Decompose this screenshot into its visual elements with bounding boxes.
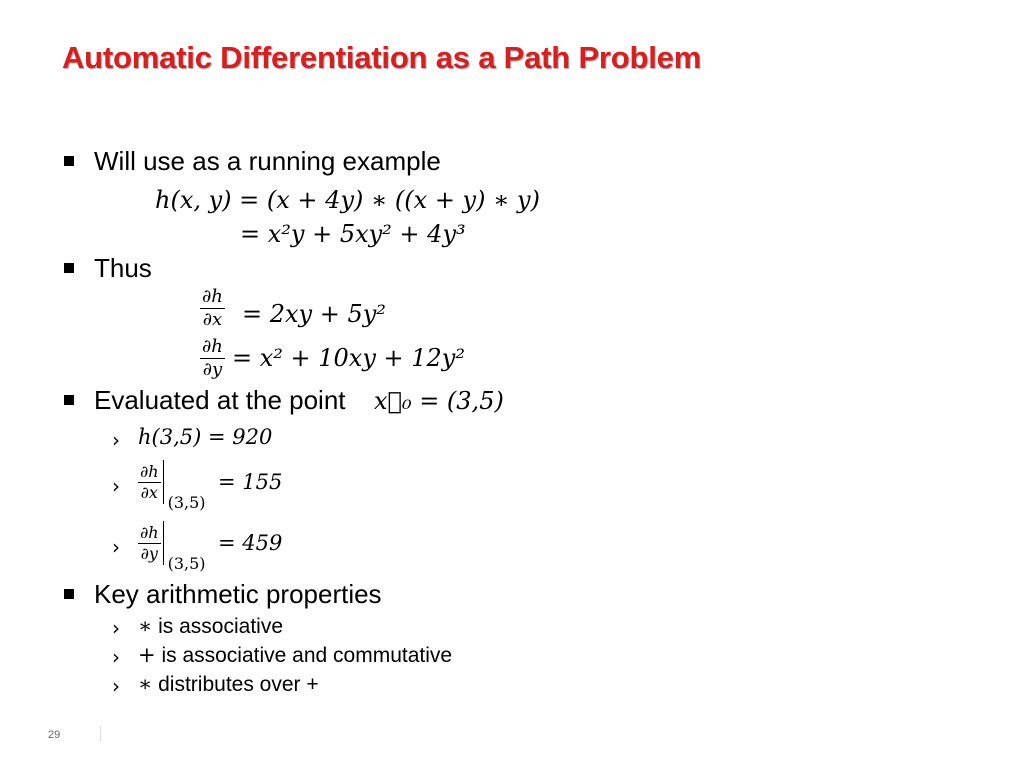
eval-point-subscript: (3,5) bbox=[167, 554, 206, 573]
property-item: + is associative and commutative bbox=[138, 643, 453, 667]
bullet-running-example: Will use as a running example bbox=[94, 146, 441, 176]
bullet-marker bbox=[64, 156, 74, 166]
partial-x-evaluated: $\frac{\partial h}{\partial x}$ (3,5) bbox=[140, 461, 206, 512]
sub-bullet-arrow: › bbox=[112, 674, 120, 698]
page-number: 29 bbox=[48, 729, 61, 741]
equation-point: x⃗₀ = (3,5) bbox=[374, 387, 504, 415]
equation-h-value: h(3,5) = 920 bbox=[138, 425, 273, 449]
property-item: ∗ is associative bbox=[138, 614, 284, 638]
partial-y-evaluated: $\frac{\partial h}{\partial y}$ (3,5) bbox=[140, 522, 206, 573]
sub-bullet-arrow: › bbox=[112, 474, 120, 498]
sub-bullet-arrow: › bbox=[112, 645, 120, 669]
partial-h-partial-y: $\frac{\partial h}{\partial y}$ bbox=[202, 336, 223, 380]
sub-bullet-arrow: › bbox=[112, 428, 120, 452]
bullet-marker bbox=[64, 589, 74, 599]
property-item: ∗ distributes over + bbox=[138, 672, 319, 696]
equation-h-expanded: = x²y + 5xy² + 4y³ bbox=[240, 220, 466, 248]
bullet-marker bbox=[64, 263, 74, 273]
equation-h-definition: h(x, y) = (x + 4y) ∗ ((x + y) ∗ y) bbox=[155, 186, 540, 214]
partial-h-partial-x: $\frac{\partial h}{\partial x}$ bbox=[202, 286, 223, 330]
bullet-arithmetic-properties: Key arithmetic properties bbox=[94, 579, 382, 609]
bullet-marker bbox=[64, 395, 74, 405]
sub-bullet-arrow: › bbox=[112, 535, 120, 559]
equation-dh-dy: = x² + 10xy + 12y² bbox=[232, 344, 465, 372]
equation-dy-value: = 459 bbox=[218, 531, 283, 555]
sub-bullet-arrow: › bbox=[112, 616, 120, 640]
footer-divider bbox=[100, 726, 101, 742]
equation-dh-dx: = 2xy + 5y² bbox=[242, 300, 386, 328]
eval-point-subscript: (3,5) bbox=[167, 493, 206, 512]
bullet-thus: Thus bbox=[94, 253, 152, 283]
bullet-evaluated: Evaluated at the point bbox=[94, 385, 346, 415]
equation-dx-value: = 155 bbox=[218, 470, 283, 494]
slide-title: Automatic Differentiation as a Path Problem bbox=[62, 40, 702, 75]
